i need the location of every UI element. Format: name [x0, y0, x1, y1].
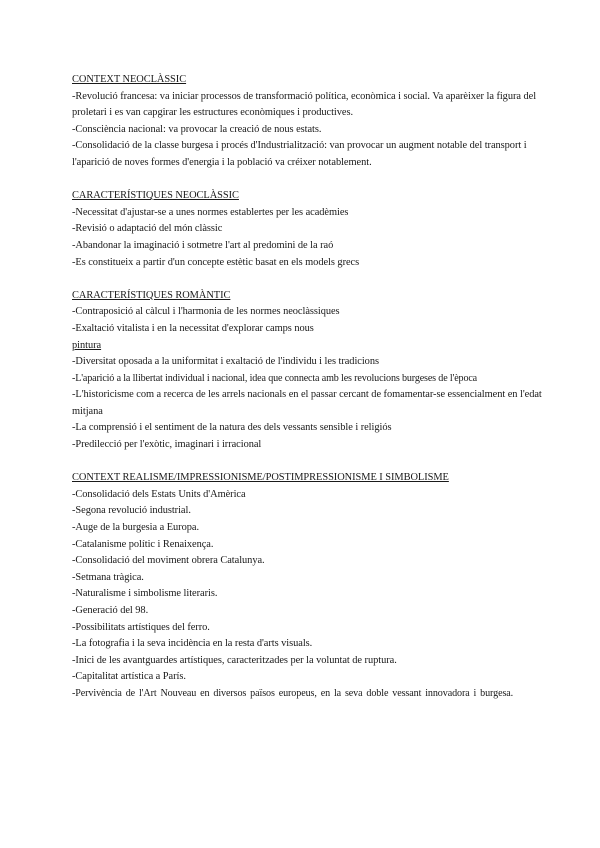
text-line: -Contraposició al càlcul i l'harmonia de les normes neoclàssiques [72, 306, 340, 318]
text-line: -La fotografia i la seva incidència en la resta d'arts visuals. [72, 638, 313, 650]
section-context-neoclassic [72, 72, 544, 172]
text-line: -L'aparició a la llibertat individual i nacional, idea que connecta amb les revolucions burgeses de l'època [72, 372, 478, 384]
section-caracteristiques-romantic [72, 288, 544, 454]
section-context-realisme [72, 470, 544, 702]
section-heading: CONTEXT NEOCLÀSSIC [72, 74, 187, 85]
text-line: -Inici de les avantguardes artístiques, caracteritzades per la voluntat de ruptura. [72, 654, 397, 666]
text-line: -L'historicisme com a recerca de les arrels nacionals en el passar cercant de fomamentar-se essencialment en l'edat mitjana [72, 389, 542, 417]
text-line: -Capitalitat artística a París. [72, 671, 186, 683]
text-line: -Necessitat d'ajustar-se a unes normes establertes per les acadèmies [72, 206, 349, 218]
text-line: -Auge de la burgesia a Europa. [72, 522, 199, 534]
text-line: -Catalanisme polític i Renaixença. [72, 538, 214, 550]
section-heading: CONTEXT REALISME/IMPRESSIONISME/POSTIMPRESSIONISME I SIMBOLISME [72, 472, 449, 484]
section-heading: CARACTERÍSTIQUES NEOCLÀSSIC [72, 190, 239, 202]
text-line: -Naturalisme i simbolisme literaris. [72, 588, 218, 600]
section-heading: CARACTERÍSTIQUES ROMÀNTIC [72, 289, 231, 301]
text-line: -Revisió o adaptació del món clàssic [72, 223, 223, 235]
document-body [72, 72, 544, 703]
subsection-heading-pintura: pintura [72, 339, 102, 351]
text-line: -Predilecció per l'exòtic, imaginari i irracional [72, 439, 262, 451]
text-line: -Generació del 98. [72, 605, 149, 616]
section-caracteristiques-neoclassic [72, 188, 544, 271]
text-line: -Revolució francesa: va iniciar processos de transformació política, econòmica i social. Va aparèixer la figura del proletari i es van capgirar les estructures econòmiques i productives. [72, 90, 537, 119]
text-line: -Consolidació del moviment obrera Catalunya. [72, 555, 265, 567]
text-line: -Consolidació dels Estats Units d'Amèrica [72, 488, 246, 500]
text-line: -Segona revolució industrial. [72, 505, 191, 517]
text-line: -Consolidació de la classe burgesa i procés d'Industrialització: van provocar un augment notable del transport i l'aparició de noves formes d'energia i la població va créixer notablement. [72, 140, 527, 168]
text-line: -Consciència nacional: va provocar la creació de nous estats. [72, 123, 322, 135]
text-line: -Es constitueix a partir d'un concepte estètic basat en els models grecs [72, 256, 360, 268]
text-line: -Pervivència de l'Art Nouveau en diversos països europeus, en la seva doble vessant innovadora i burgesa. [72, 687, 514, 699]
text-line: -Exaltació vitalista i en la necessitat d'explorar camps nous [72, 322, 314, 334]
text-line: -Setmana tràgica. [72, 571, 144, 583]
text-line: -Possibilitats artístiques del ferro. [72, 621, 210, 633]
text-line: -Abandonar la imaginació i sotmetre l'art al predomini de la raó [72, 239, 334, 251]
text-line: -Diversitat oposada a la uniformitat i exaltació de l'individu i les tradicions [72, 356, 379, 368]
text-line: -La comprensió i el sentiment de la natura des dels vessants sensible i religiós [72, 422, 392, 434]
